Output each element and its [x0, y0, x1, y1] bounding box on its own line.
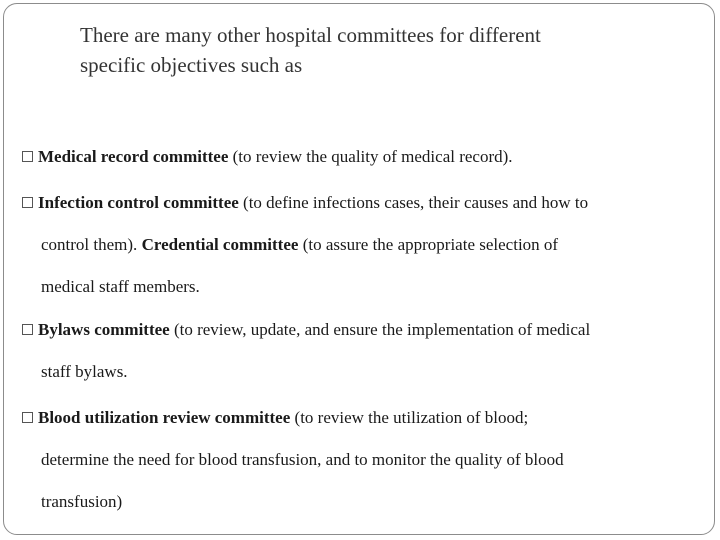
bullet-line — [22, 397, 702, 439]
bullet-line — [22, 266, 702, 308]
committee-description: medical staff members. — [41, 277, 200, 296]
committee-description: (to define infections cases, their causes and how to — [238, 193, 589, 212]
bullet-item-bylaws — [22, 309, 702, 393]
bullet-line — [22, 351, 702, 393]
slide-title-line-2: specific objectives such as — [80, 53, 303, 77]
bullet-item-medical-record — [22, 136, 702, 178]
bullet-line — [22, 182, 702, 224]
committee-name: Medical record committee — [38, 147, 229, 166]
committee-name: Blood utilization review committee — [38, 408, 291, 427]
committee-description: transfusion) — [41, 492, 123, 511]
square-bullet-icon — [22, 324, 33, 335]
bullet-line — [22, 224, 702, 266]
bullet-item-infection-control — [22, 182, 702, 308]
bullet-line — [22, 439, 702, 481]
committee-name: Bylaws committee — [38, 320, 170, 339]
committee-name: Infection control committee — [38, 193, 239, 212]
committee-description: staff bylaws. — [41, 362, 128, 381]
square-bullet-icon — [22, 151, 33, 162]
square-bullet-icon — [22, 412, 33, 423]
committee-description: (to assure the appropriate selection of — [298, 235, 559, 254]
committee-description: (to review the quality of medical record). — [228, 147, 513, 166]
slide-title-line-1: There are many other hospital committees for different — [80, 23, 541, 47]
bullet-item-blood-utilization — [22, 397, 702, 523]
committee-description: (to review the utilization of blood; — [290, 408, 529, 427]
committee-description: (to review, update, and ensure the implementation of medical — [169, 320, 591, 339]
bullet-line — [22, 309, 702, 351]
square-bullet-icon — [22, 197, 33, 208]
bullet-line — [22, 481, 702, 523]
committee-description: control them). — [41, 235, 142, 254]
committee-name: Credential committee — [141, 235, 299, 254]
slide-title — [80, 20, 680, 80]
committee-description: determine the need for blood transfusion, and to monitor the quality of blood — [41, 450, 564, 469]
